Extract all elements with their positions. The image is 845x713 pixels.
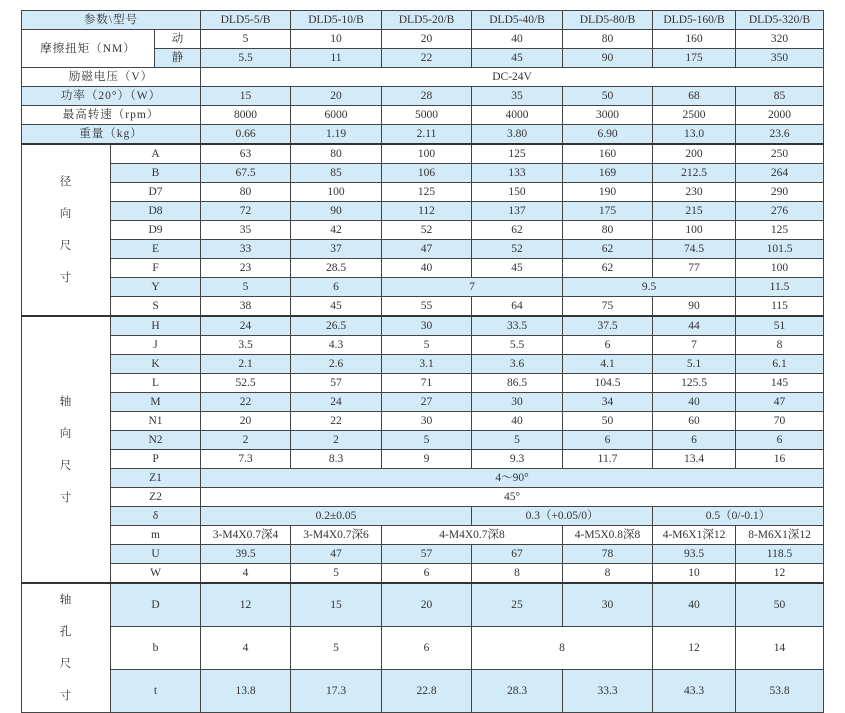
data-cell: 45°	[201, 488, 824, 507]
data-cell: 4	[201, 564, 291, 584]
data-cell: 137	[472, 202, 563, 221]
data-cell: 10	[291, 30, 382, 49]
data-cell: 125	[736, 221, 824, 240]
data-cell: 4.1	[563, 355, 653, 374]
model-header: DLD5-10/B	[291, 11, 382, 30]
dimension-label: K	[111, 355, 201, 374]
data-cell: 7	[382, 278, 563, 297]
data-cell: 30	[563, 583, 653, 627]
data-cell: 3.6	[472, 355, 563, 374]
data-cell: 8	[472, 627, 653, 670]
row-label: 重量（kg）	[22, 125, 201, 145]
data-cell: 22.8	[382, 670, 472, 713]
section-label: 轴 孔 尺 寸	[22, 583, 111, 713]
data-cell: 5.5	[472, 336, 563, 355]
data-cell: 12	[201, 583, 291, 627]
dimension-label: F	[111, 259, 201, 278]
data-cell: 6000	[291, 106, 382, 125]
dimension-row	[22, 488, 824, 507]
data-cell: 5	[382, 336, 472, 355]
data-cell: 25	[472, 583, 563, 627]
data-cell: 33.5	[472, 316, 563, 336]
data-cell: 112	[382, 202, 472, 221]
data-cell: 12	[653, 627, 736, 670]
data-cell: 4-M4X0.7深8	[382, 526, 563, 545]
data-cell: 3.80	[472, 125, 563, 145]
data-cell: 24	[201, 316, 291, 336]
data-cell: 86.5	[472, 374, 563, 393]
data-cell: 80	[563, 221, 653, 240]
model-header: DLD5-80/B	[563, 11, 653, 30]
data-cell: 8.3	[291, 450, 382, 469]
data-cell: 250	[736, 144, 824, 164]
dimension-row	[22, 240, 824, 259]
dimension-row	[22, 183, 824, 202]
data-cell: 125	[382, 183, 472, 202]
data-cell: 5	[201, 278, 291, 297]
dimension-row	[22, 564, 824, 584]
data-cell: 67.5	[201, 164, 291, 183]
dimension-label: J	[111, 336, 201, 355]
data-cell: 74.5	[653, 240, 736, 259]
data-cell: 6	[563, 431, 653, 450]
dimension-label: D	[111, 583, 201, 627]
data-cell: 8	[736, 336, 824, 355]
data-cell: 115	[736, 297, 824, 317]
dimension-label: M	[111, 393, 201, 412]
dimension-label: L	[111, 374, 201, 393]
data-cell: 4-M5X0.8深8	[563, 526, 653, 545]
data-cell: 72	[201, 202, 291, 221]
data-cell: 8000	[201, 106, 291, 125]
dimension-label: H	[111, 316, 201, 336]
dimension-label: B	[111, 164, 201, 183]
data-cell: 215	[653, 202, 736, 221]
data-cell: 40	[472, 30, 563, 49]
row-label: 功率（20°）（W）	[22, 87, 201, 106]
data-cell: 4-M6X1深12	[653, 526, 736, 545]
data-cell: 28.5	[291, 259, 382, 278]
data-cell: 85	[736, 87, 824, 106]
dimension-label: N1	[111, 412, 201, 431]
data-cell: 160	[653, 30, 736, 49]
data-cell: 52	[472, 240, 563, 259]
data-cell: 10	[653, 564, 736, 584]
dimension-label: Y	[111, 278, 201, 297]
data-cell: 13.8	[201, 670, 291, 713]
header-label: 参数\型号	[22, 11, 201, 30]
row-label: 励磁电压（V）	[22, 68, 201, 87]
dimension-row	[22, 221, 824, 240]
data-cell: 33	[201, 240, 291, 259]
data-cell: 28.3	[472, 670, 563, 713]
data-cell: 6	[736, 431, 824, 450]
dimension-row	[22, 374, 824, 393]
data-cell: 34	[563, 393, 653, 412]
data-cell: 145	[736, 374, 824, 393]
data-cell: 60	[653, 412, 736, 431]
data-cell: 43.3	[653, 670, 736, 713]
data-cell: 6	[291, 278, 382, 297]
spec-row	[22, 68, 824, 87]
data-cell: 30	[472, 393, 563, 412]
data-cell: 20	[382, 583, 472, 627]
dimension-row	[22, 627, 824, 670]
header-row	[22, 11, 824, 30]
data-cell: 5	[291, 564, 382, 584]
dimension-row	[22, 469, 824, 488]
data-cell: 22	[201, 393, 291, 412]
section-label: 径 向 尺 寸	[22, 144, 111, 316]
data-cell: 30	[382, 412, 472, 431]
data-cell: 100	[382, 144, 472, 164]
data-cell: 75	[563, 297, 653, 317]
data-cell: 35	[201, 221, 291, 240]
data-cell: 0.2±0.05	[201, 507, 472, 526]
data-cell: 39.5	[201, 545, 291, 564]
data-cell: 125.5	[653, 374, 736, 393]
data-cell: 57	[291, 374, 382, 393]
spec-row	[22, 125, 824, 145]
data-cell: 0.3（+0.05/0）	[472, 507, 653, 526]
data-cell: 20	[201, 412, 291, 431]
data-cell: 4～90°	[201, 469, 824, 488]
spec-table	[21, 10, 824, 713]
data-cell: 5000	[382, 106, 472, 125]
data-cell: 3.5	[201, 336, 291, 355]
data-cell: 100	[291, 183, 382, 202]
data-cell: 63	[201, 144, 291, 164]
dimension-label: D9	[111, 221, 201, 240]
data-cell: 35	[472, 87, 563, 106]
data-cell: 2.1	[201, 355, 291, 374]
model-header: DLD5-320/B	[736, 11, 824, 30]
data-cell: 6	[653, 431, 736, 450]
data-cell: 2	[201, 431, 291, 450]
data-cell: 27	[382, 393, 472, 412]
spec-row	[22, 87, 824, 106]
data-cell: 106	[382, 164, 472, 183]
data-cell: 2	[291, 431, 382, 450]
data-cell: 11	[291, 49, 382, 68]
dimension-label: E	[111, 240, 201, 259]
data-cell: 5.1	[653, 355, 736, 374]
data-cell: 9.5	[563, 278, 736, 297]
dimension-label: m	[111, 526, 201, 545]
data-cell: 62	[563, 240, 653, 259]
dimension-row	[22, 393, 824, 412]
dimension-label: Z2	[111, 488, 201, 507]
dimension-row	[22, 164, 824, 183]
data-cell: 212.5	[653, 164, 736, 183]
data-cell: 45	[291, 297, 382, 317]
data-cell: 6	[382, 564, 472, 584]
data-cell: 6	[563, 336, 653, 355]
dimension-row	[22, 355, 824, 374]
data-cell: 40	[472, 412, 563, 431]
data-cell: 2000	[736, 106, 824, 125]
data-cell: 47	[382, 240, 472, 259]
data-cell: 320	[736, 30, 824, 49]
data-cell: 2.11	[382, 125, 472, 145]
data-cell: 28	[382, 87, 472, 106]
dimension-row	[22, 202, 824, 221]
data-cell: 20	[291, 87, 382, 106]
data-cell: 5.5	[201, 49, 291, 68]
data-cell: 3-M4X0.7深6	[291, 526, 382, 545]
data-cell: 2.6	[291, 355, 382, 374]
dimension-row	[22, 507, 824, 526]
data-cell: 4000	[472, 106, 563, 125]
data-cell: 78	[563, 545, 653, 564]
static-label: 静	[155, 49, 201, 68]
data-cell: 101.5	[736, 240, 824, 259]
row-label: 最高转速（rpm）	[22, 106, 201, 125]
data-cell: 47	[736, 393, 824, 412]
data-cell: 13.0	[653, 125, 736, 145]
data-cell: 30	[382, 316, 472, 336]
dimension-label: A	[111, 144, 201, 164]
data-cell: 3000	[563, 106, 653, 125]
data-cell: 200	[653, 144, 736, 164]
data-cell: 5	[201, 30, 291, 49]
data-cell: 9	[382, 450, 472, 469]
data-cell: 33.3	[563, 670, 653, 713]
dimension-row	[22, 412, 824, 431]
dimension-row	[22, 336, 824, 355]
dimension-row	[22, 144, 824, 164]
data-cell: 45	[472, 49, 563, 68]
data-cell: 37	[291, 240, 382, 259]
data-cell: 118.5	[736, 545, 824, 564]
data-cell: 150	[472, 183, 563, 202]
data-cell: 90	[291, 202, 382, 221]
data-cell: 2500	[653, 106, 736, 125]
data-cell: DC-24V	[201, 68, 824, 87]
data-cell: 175	[653, 49, 736, 68]
dimension-row	[22, 431, 824, 450]
dimension-label: b	[111, 627, 201, 670]
data-cell: 6.90	[563, 125, 653, 145]
data-cell: 51	[736, 316, 824, 336]
data-cell: 175	[563, 202, 653, 221]
data-cell: 17.3	[291, 670, 382, 713]
model-header: DLD5-5/B	[201, 11, 291, 30]
data-cell: 62	[472, 221, 563, 240]
dynamic-label: 动	[155, 30, 201, 49]
dimension-row	[22, 278, 824, 297]
data-cell: 190	[563, 183, 653, 202]
data-cell: 6	[382, 627, 472, 670]
data-cell: 100	[653, 221, 736, 240]
data-cell: 40	[382, 259, 472, 278]
data-cell: 5	[382, 431, 472, 450]
data-cell: 6.1	[736, 355, 824, 374]
data-cell: 12	[736, 564, 824, 584]
data-cell: 15	[291, 583, 382, 627]
data-cell: 93.5	[653, 545, 736, 564]
section-label: 轴 向 尺 寸	[22, 316, 111, 583]
data-cell: 90	[563, 49, 653, 68]
data-cell: 1.19	[291, 125, 382, 145]
data-cell: 62	[563, 259, 653, 278]
data-cell: 20	[382, 30, 472, 49]
data-cell: 0.5（0/-0.1）	[653, 507, 824, 526]
data-cell: 57	[382, 545, 472, 564]
dimension-label: Z1	[111, 469, 201, 488]
data-cell: 4	[201, 627, 291, 670]
data-cell: 14	[736, 627, 824, 670]
data-cell: 264	[736, 164, 824, 183]
data-cell: 80	[201, 183, 291, 202]
data-cell: 125	[472, 144, 563, 164]
data-cell: 290	[736, 183, 824, 202]
dimension-label: t	[111, 670, 201, 713]
data-cell: 90	[653, 297, 736, 317]
data-cell: 26.5	[291, 316, 382, 336]
dimension-label: D8	[111, 202, 201, 221]
data-cell: 40	[653, 393, 736, 412]
model-header: DLD5-40/B	[472, 11, 563, 30]
data-cell: 230	[653, 183, 736, 202]
data-cell: 15	[201, 87, 291, 106]
data-cell: 24	[291, 393, 382, 412]
data-cell: 5	[472, 431, 563, 450]
data-cell: 0.66	[201, 125, 291, 145]
dimension-row	[22, 670, 824, 713]
data-cell: 70	[736, 412, 824, 431]
data-cell: 52	[382, 221, 472, 240]
data-cell: 38	[201, 297, 291, 317]
data-cell: 53.8	[736, 670, 824, 713]
data-cell: 133	[472, 164, 563, 183]
data-cell: 77	[653, 259, 736, 278]
data-cell: 8-M6X1深12	[736, 526, 824, 545]
dimension-row	[22, 545, 824, 564]
model-header: DLD5-20/B	[382, 11, 472, 30]
data-cell: 7.3	[201, 450, 291, 469]
model-header: DLD5-160/B	[653, 11, 736, 30]
data-cell: 22	[382, 49, 472, 68]
data-cell: 13.4	[653, 450, 736, 469]
spec-row	[22, 106, 824, 125]
data-cell: 160	[563, 144, 653, 164]
data-cell: 22	[291, 412, 382, 431]
data-cell: 68	[653, 87, 736, 106]
data-cell: 80	[563, 30, 653, 49]
data-cell: 80	[291, 144, 382, 164]
data-cell: 100	[736, 259, 824, 278]
data-cell: 52.5	[201, 374, 291, 393]
dimension-row	[22, 583, 824, 627]
data-cell: 11.7	[563, 450, 653, 469]
data-cell: 4.3	[291, 336, 382, 355]
data-cell: 16	[736, 450, 824, 469]
data-cell: 67	[472, 545, 563, 564]
friction-dynamic-row	[22, 30, 824, 49]
data-cell: 8	[563, 564, 653, 584]
dimension-label: P	[111, 450, 201, 469]
data-cell: 3.1	[382, 355, 472, 374]
dimension-row	[22, 259, 824, 278]
data-cell: 3-M4X0.7深4	[201, 526, 291, 545]
data-cell: 8	[472, 564, 563, 584]
data-cell: 23.6	[736, 125, 824, 145]
dimension-row	[22, 316, 824, 336]
dimension-row	[22, 526, 824, 545]
data-cell: 9.3	[472, 450, 563, 469]
data-cell: 64	[472, 297, 563, 317]
data-cell: 47	[291, 545, 382, 564]
data-cell: 71	[382, 374, 472, 393]
dimension-label: W	[111, 564, 201, 584]
data-cell: 23	[201, 259, 291, 278]
data-cell: 276	[736, 202, 824, 221]
data-cell: 50	[563, 87, 653, 106]
data-cell: 55	[382, 297, 472, 317]
dimension-row	[22, 450, 824, 469]
data-cell: 50	[736, 583, 824, 627]
data-cell: 7	[653, 336, 736, 355]
data-cell: 50	[563, 412, 653, 431]
dimension-label: U	[111, 545, 201, 564]
data-cell: 350	[736, 49, 824, 68]
data-cell: 45	[472, 259, 563, 278]
dimension-label: δ	[111, 507, 201, 526]
data-cell: 85	[291, 164, 382, 183]
dimension-row	[22, 297, 824, 317]
data-cell: 169	[563, 164, 653, 183]
data-cell: 40	[653, 583, 736, 627]
friction-label: 摩擦扭矩（NM）	[22, 30, 155, 68]
dimension-label: D7	[111, 183, 201, 202]
data-cell: 11.5	[736, 278, 824, 297]
data-cell: 44	[653, 316, 736, 336]
data-cell: 37.5	[563, 316, 653, 336]
data-cell: 5	[291, 627, 382, 670]
dimension-label: S	[111, 297, 201, 317]
dimension-label: N2	[111, 431, 201, 450]
data-cell: 104.5	[563, 374, 653, 393]
data-cell: 42	[291, 221, 382, 240]
